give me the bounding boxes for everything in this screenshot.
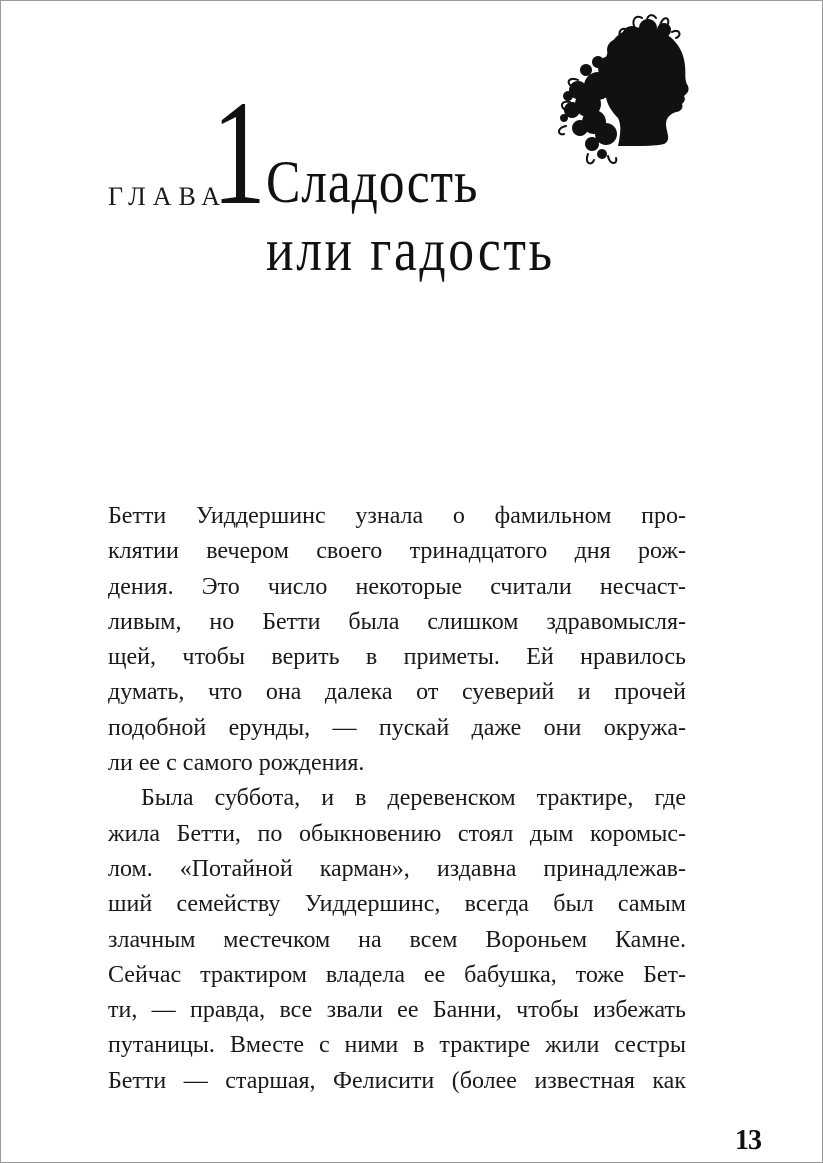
text-line: ливым, но Бетти была слишком здравомысля-	[108, 608, 686, 635]
text-line: ти, — правда, все звали ее Банни, чтобы избежать	[108, 997, 686, 1024]
chapter-label: ГЛАВА	[108, 182, 227, 211]
text-line: ший семейству Уиддершинс, всегда был самым	[108, 891, 686, 918]
text-line: Бетти Уиддершинс узнала о фамильном про-	[108, 503, 686, 529]
chapter-title-line: Сладость	[266, 149, 479, 215]
text-line: думать, что она далека от суеверий и прочей	[108, 679, 686, 706]
text-line: злачным местечком на всем Вороньем Камне.	[108, 926, 686, 953]
chapter-title-line: или гадость	[266, 217, 555, 283]
girl-silhouette-icon	[548, 6, 698, 171]
text-line: ли ее с самого рождения.	[108, 750, 365, 777]
text-line: Сейчас трактиром владела ее бабушка, тоже Бет-	[108, 961, 686, 988]
text-line: лом. «Потайной карман», издавна принадлежав-	[108, 855, 686, 882]
text-line: дения. Это число некоторые считали несчаст-	[108, 573, 686, 600]
text-line: щей, чтобы верить в приметы. Ей нравилось	[108, 644, 686, 671]
body-text	[108, 499, 686, 1099]
text-line: подобной ерунды, — пускай даже они окружа-	[108, 714, 686, 741]
text-line: жила Бетти, по обыкновению стоял дым коромыс-	[108, 820, 686, 847]
chapter-title	[266, 148, 602, 284]
text-line: путаницы. Вместе с ними в трактире жили сестры	[108, 1032, 686, 1059]
text-line: Бетти — старшая, Фелисити (более известная как	[108, 1067, 686, 1094]
text-line: клятии вечером своего тринадцатого дня рож-	[108, 538, 686, 565]
chapter-number: 1	[212, 70, 266, 236]
text-line: Была суббота, и в деревенском трактире, где	[141, 785, 686, 812]
page-number: 13	[735, 1125, 761, 1156]
